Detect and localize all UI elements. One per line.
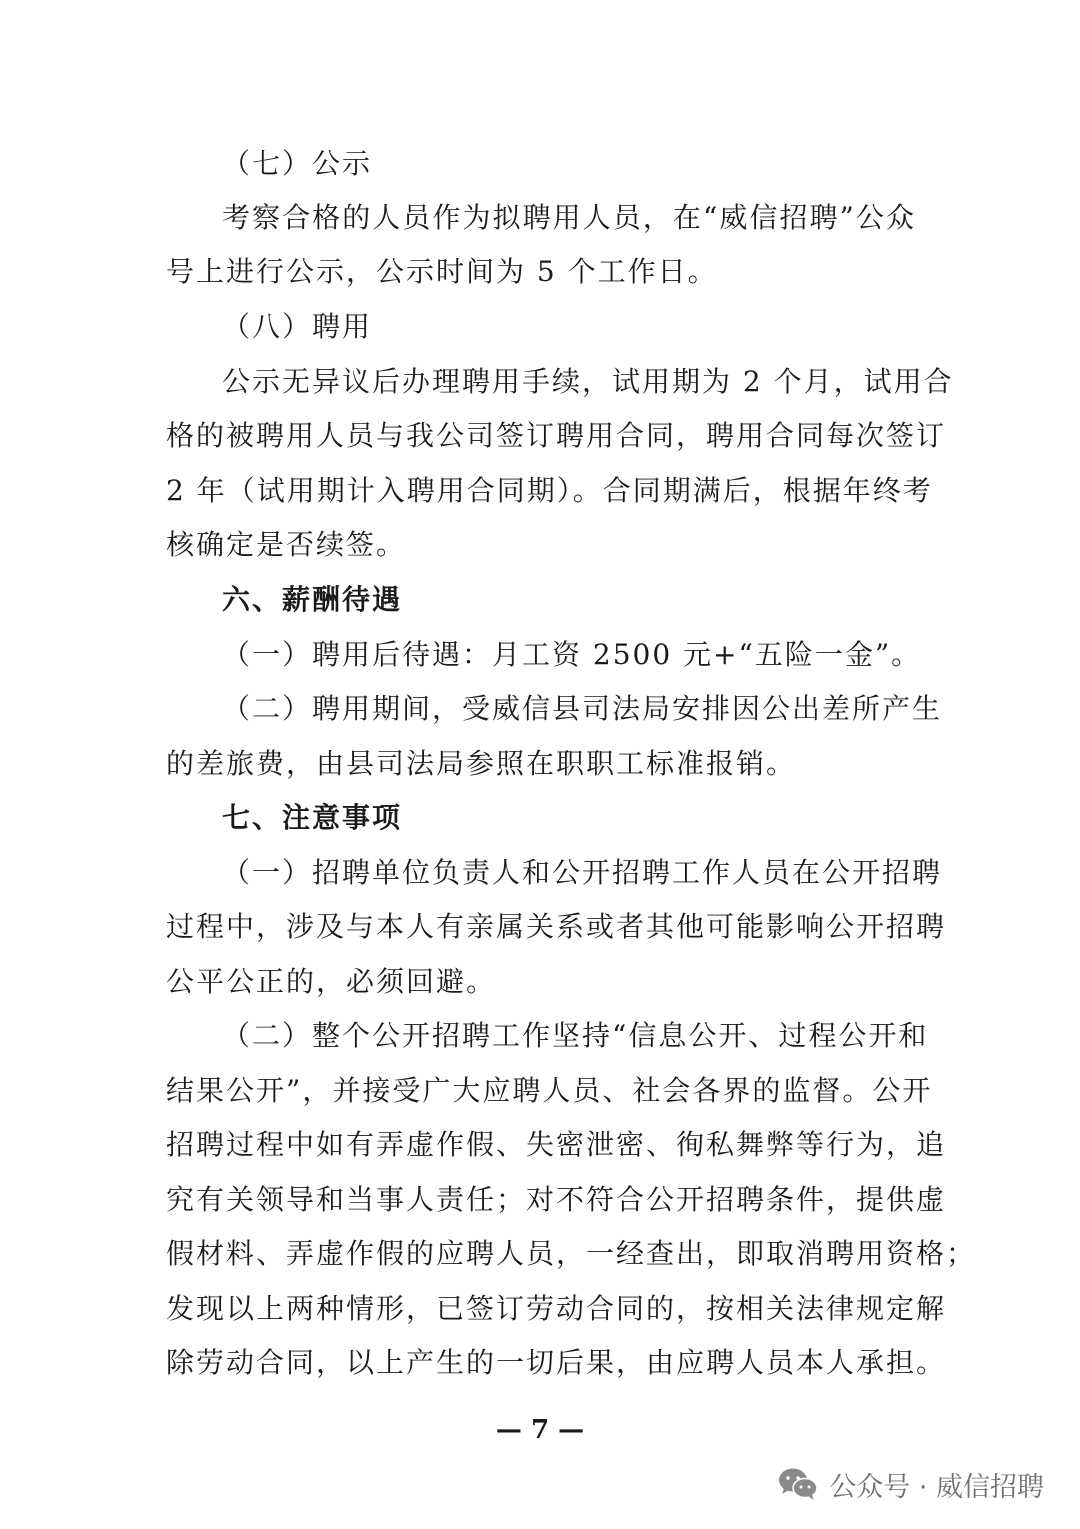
paragraph-line: 假材料、弄虚作假的应聘人员，一经查出，即取消聘用资格； xyxy=(166,1237,977,1270)
paragraph-line: 过程中，涉及与本人有亲属关系或者其他可能影响公开招聘 xyxy=(166,910,947,943)
paragraph-line: 考察合格的人员作为拟聘用人员，在“威信招聘”公众 xyxy=(222,201,916,234)
section-heading-notes: 七、注意事项 xyxy=(222,801,403,834)
paragraph-line: 发现以上两种情形，已签订劳动合同的，按相关法律规定解 xyxy=(166,1292,947,1325)
paragraph-line: （二）聘用期间，受威信县司法局安排因公出差所产生 xyxy=(222,692,943,725)
paragraph-line: 结果公开”，并接受广大应聘人员、社会各界的监督。公开 xyxy=(166,1074,933,1107)
wechat-watermark xyxy=(777,1462,1044,1506)
paragraph-line: 的差旅费，由县司法局参照在职职工标准报销。 xyxy=(166,747,797,780)
paragraph-line: 公平公正的，必须回避。 xyxy=(166,965,497,998)
paragraph-line: 除劳动合同，以上产生的一切后果，由应聘人员本人承担。 xyxy=(166,1346,947,1379)
paragraph-line: （一）招聘单位负责人和公开招聘工作人员在公开招聘 xyxy=(222,856,943,889)
paragraph-line: 2 年（试用期计入聘用合同期）。合同期满后，根据年终考 xyxy=(166,474,933,507)
subsection-heading-publicity: （七）公示 xyxy=(222,147,373,180)
paragraph-line: （二）整个公开招聘工作坚持“信息公开、过程公开和 xyxy=(222,1019,929,1052)
paragraph-line: 核确定是否续签。 xyxy=(166,528,407,561)
paragraph-line: （一）聘用后待遇：月工资 2500 元+“五险一金”。 xyxy=(222,638,922,671)
watermark-text: 公众号 · 威信招聘 xyxy=(829,1471,1044,1503)
paragraph-line: 号上进行公示，公示时间为 5 个工作日。 xyxy=(166,255,718,288)
paragraph-line: 究有关领导和当事人责任；对不符合公开招聘条件，提供虚 xyxy=(166,1183,947,1216)
section-heading-salary: 六、薪酬待遇 xyxy=(222,583,403,616)
wechat-icon xyxy=(777,1466,819,1502)
paragraph-line: 招聘过程中如有弄虚作假、失密泄密、徇私舞弊等行为，追 xyxy=(166,1128,947,1161)
page-number: — 7 — xyxy=(495,1415,585,1445)
paragraph-line: 格的被聘用人员与我公司签订聘用合同，聘用合同每次签订 xyxy=(166,419,947,452)
paragraph-line: 公示无异议后办理聘用手续，试用期为 2 个月，试用合 xyxy=(222,365,954,398)
subsection-heading-employment: （八）聘用 xyxy=(222,310,373,343)
